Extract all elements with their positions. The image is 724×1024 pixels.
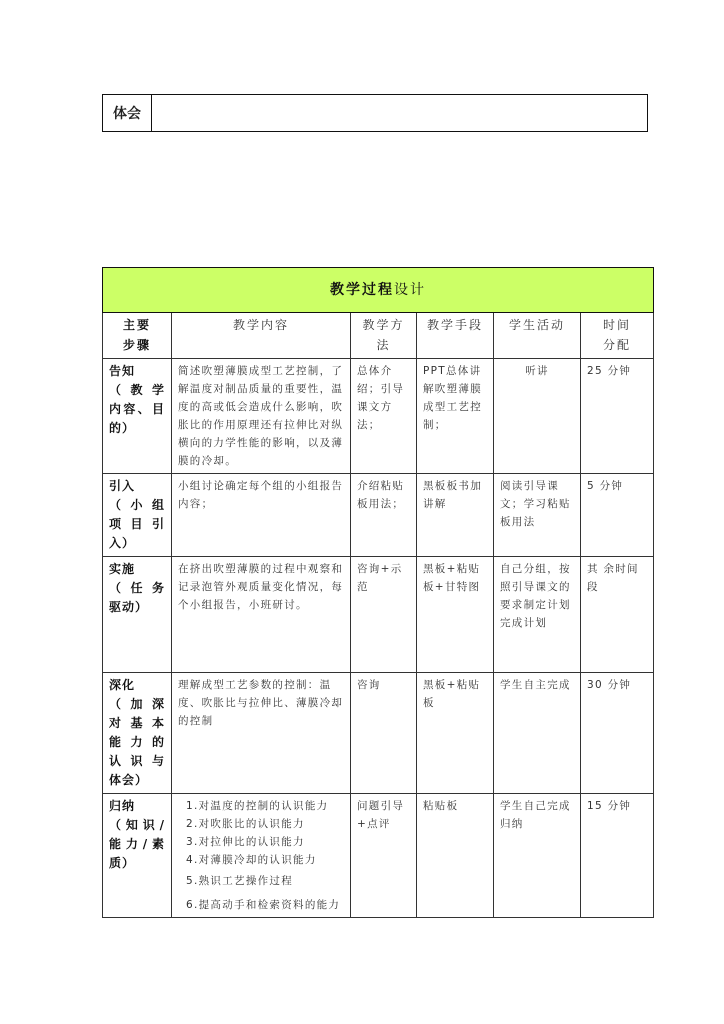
reflection-value <box>152 95 647 131</box>
header-row <box>103 313 654 359</box>
time-cell: 5 分钟 <box>581 474 654 557</box>
list-item: 2.对吹胀比的认识能力 <box>186 818 305 830</box>
list-item: 3.对拉伸比的认识能力 <box>186 836 305 848</box>
list-item: 1.对温度的控制的认识能力 <box>186 800 329 812</box>
activity-cell: 阅读引导课文；学习粘贴板用法 <box>494 474 581 557</box>
means-cell: 黑板板书加讲解 <box>417 474 494 557</box>
means-cell: 黑板+粘贴板+甘特图 <box>417 557 494 673</box>
method-cell: 总体介绍；引导课文方法； <box>351 359 417 474</box>
activity-cell: 自己分组，按照引导课文的要求制定计划完成计划 <box>494 557 581 673</box>
content-cell <box>172 794 351 918</box>
method-cell: 问题引导+点评 <box>351 794 417 918</box>
reflection-label: 体会 <box>103 95 152 131</box>
header-activity: 学生活动 <box>494 313 581 359</box>
header-method: 教学方 法 <box>351 313 417 359</box>
method-cell: 咨询 <box>351 673 417 794</box>
activity-cell: 学生自己完成归纳 <box>494 794 581 918</box>
content-cell: 小组讨论确定每个组的小组报告内容； <box>172 474 351 557</box>
reflection-table <box>102 94 648 132</box>
activity-cell: 学生自主完成 <box>494 673 581 794</box>
time-cell: 15 分钟 <box>581 794 654 918</box>
step-cell: 深化 （加深 对基本 能力的 认识与 体会） <box>103 673 172 794</box>
table-title-row <box>103 268 654 313</box>
method-cell: 介绍粘贴板用法； <box>351 474 417 557</box>
header-time: 时间 分配 <box>581 313 654 359</box>
activity-cell: 听讲 <box>494 359 581 474</box>
header-means: 教学手段 <box>417 313 494 359</box>
time-cell: 25 分钟 <box>581 359 654 474</box>
step-cell: 归纳 （知识/ 能力/素 质） <box>103 794 172 918</box>
list-item: 4.对薄膜冷却的认识能力 <box>186 854 317 866</box>
content-cell: 理解成型工艺参数的控制：温度、吹胀比与拉伸比、薄膜冷却的控制 <box>172 673 351 794</box>
list-item: 6.提高动手和检索资料的能力 <box>186 899 341 911</box>
step-cell: 告知 （教学 内容、目 的） <box>103 359 172 474</box>
list-item: 5.熟识工艺操作过程 <box>186 875 294 887</box>
content-cell: 简述吹塑薄膜成型工艺控制，了解温度对制品质量的重要性，温度的高或低会造成什么影响，吹胀比的作用原理还有拉伸比对纵横向的力学性能的影响，以及薄膜的冷却。 <box>172 359 351 474</box>
means-cell: 粘贴板 <box>417 794 494 918</box>
table-row <box>103 474 654 557</box>
table-row <box>103 794 654 918</box>
table-row <box>103 673 654 794</box>
teaching-process-table <box>102 267 654 918</box>
header-step: 主要 步骤 <box>103 313 172 359</box>
content-cell: 在挤出吹塑薄膜的过程中观察和记录泡管外观质量变化情况，每个小组报告，小班研讨。 <box>172 557 351 673</box>
step-cell: 引入 （小组 项目引 入） <box>103 474 172 557</box>
header-content: 教学内容 <box>172 313 351 359</box>
method-cell: 咨询+示范 <box>351 557 417 673</box>
time-cell: 其 余时间段 <box>581 557 654 673</box>
table-row <box>103 359 654 474</box>
means-cell: PPT总体讲解吹塑薄膜成型工艺控制； <box>417 359 494 474</box>
step-cell: 实施 （任务 驱动） <box>103 557 172 673</box>
means-cell: 黑板+粘贴板 <box>417 673 494 794</box>
time-cell: 30 分钟 <box>581 673 654 794</box>
table-title: 教学过程设计 <box>103 268 654 313</box>
table-row <box>103 557 654 673</box>
